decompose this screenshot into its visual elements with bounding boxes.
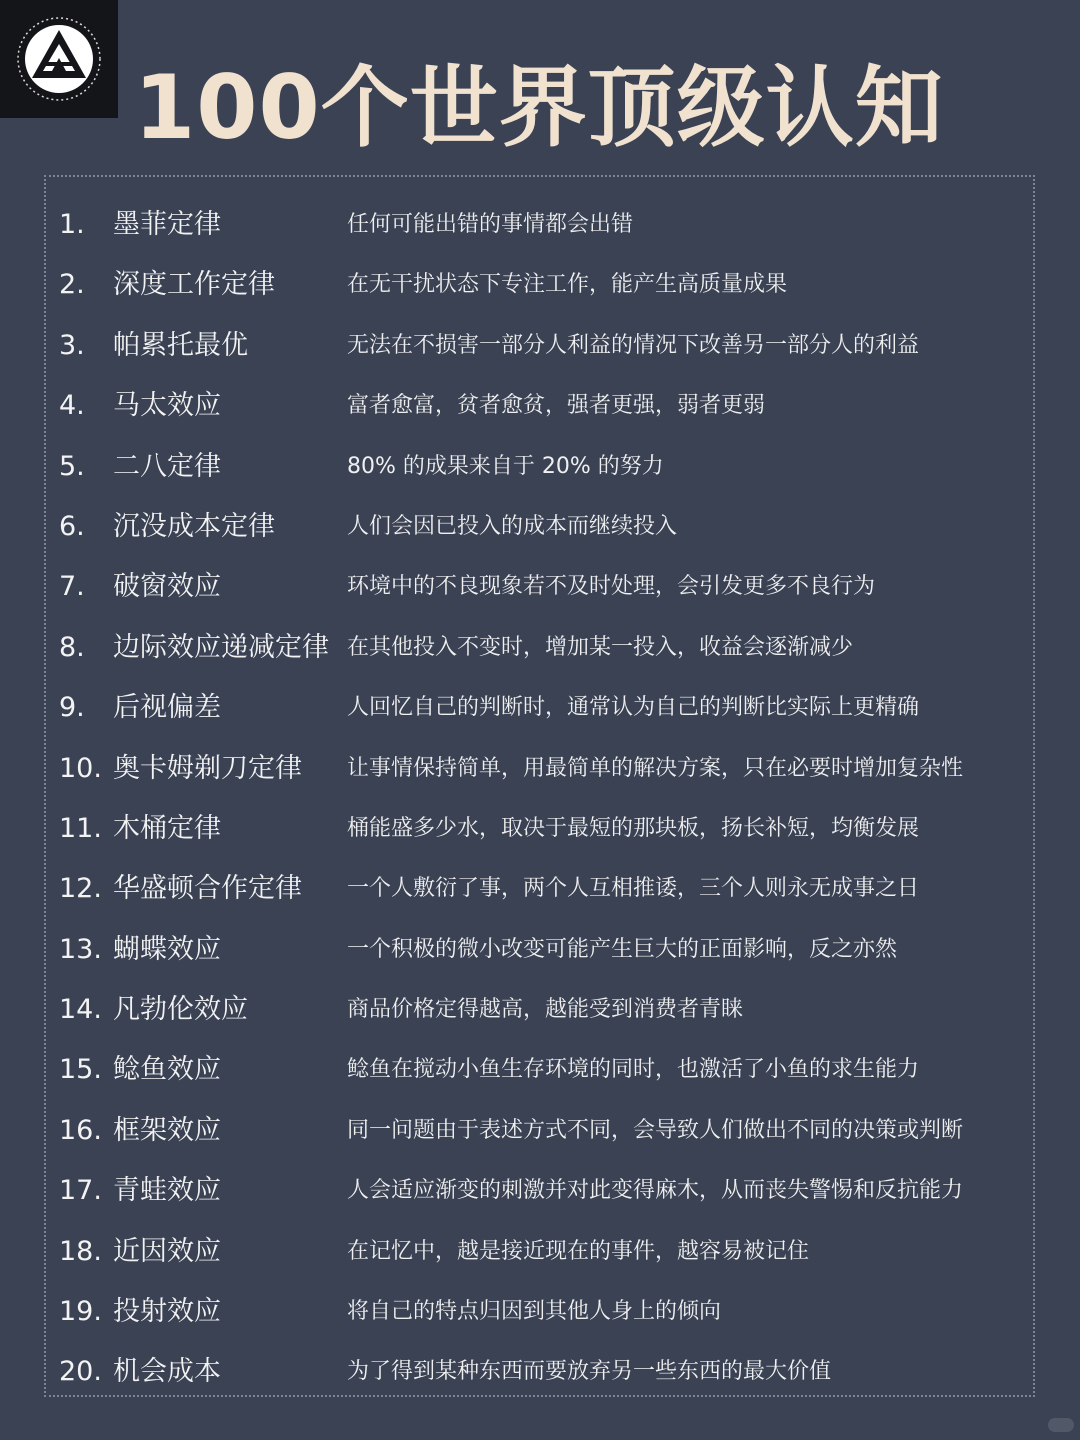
item-number: 10. [59,752,102,784]
item-number: 16. [59,1114,102,1146]
list-item [46,739,1033,799]
list-item [46,557,1033,617]
item-name: 沉没成本定律 [113,510,275,542]
triangle-logo-icon [0,0,118,118]
list-item [46,980,1033,1040]
item-name: 边际效应递减定律 [113,631,329,663]
item-description: 人会适应渐变的刺激并对此变得麻木，从而丧失警惕和反抗能力 [347,1178,964,1204]
item-description: 商品价格定得越高，越能受到消费者青睐 [347,997,744,1023]
item-description: 人回忆自己的判断时，通常认为自己的判断比实际上更精确 [347,695,920,721]
list-item [46,316,1033,376]
item-number: 1. [59,209,85,240]
item-number: 4. [59,390,85,422]
item-name: 后视偏差 [113,692,221,724]
item-number: 15. [59,1054,102,1086]
item-description: 同一问题由于表述方式不同，会导致人们做出不同的决策或判断 [347,1117,964,1143]
item-description: 将自己的特点归因到其他人身上的倾向 [347,1299,722,1325]
item-name: 深度工作定律 [113,269,275,301]
item-number: 5. [59,450,85,482]
list-item [46,859,1033,919]
item-description: 桶能盛多少水，取决于最短的那块板，扬长补短，均衡发展 [347,815,920,841]
item-name: 华盛顿合作定律 [113,873,302,905]
item-description: 无法在不损害一部分人利益的情况下改善另一部分人的利益 [347,332,920,358]
item-name: 木桶定律 [113,812,221,844]
item-name: 蝴蝶效应 [113,933,221,965]
item-name: 鲶鱼效应 [113,1054,221,1086]
item-name: 奥卡姆剃刀定律 [113,752,302,784]
item-description: 鲶鱼在搅动小鱼生存环境的同时，也激活了小鱼的求生能力 [347,1057,920,1083]
item-description: 一个积极的微小改变可能产生巨大的正面影响，反之亦然 [347,936,898,962]
list-item [46,920,1033,980]
item-number: 3. [59,329,85,361]
item-description: 环境中的不良现象若不及时处理，会引发更多不良行为 [347,574,876,600]
item-number: 7. [59,571,85,603]
item-name: 青蛙效应 [113,1175,221,1207]
item-description: 在记忆中，越是接近现在的事件，越容易被记住 [347,1238,810,1264]
item-description: 在无干扰状态下专注工作，能产生高质量成果 [347,272,788,298]
item-number: 13. [59,933,102,965]
content-panel [44,175,1035,1397]
item-number: 17. [59,1175,102,1207]
item-description: 任何可能出错的事情都会出错 [347,212,634,237]
item-number: 20. [59,1356,102,1388]
item-number: 2. [59,269,85,301]
item-name: 帕累托最优 [113,329,248,361]
item-name: 二八定律 [113,450,221,482]
list-item [46,437,1033,497]
item-name: 凡勃伦效应 [113,994,248,1026]
item-description: 富者愈富，贫者愈贫，强者更强，弱者更弱 [347,393,766,419]
item-number: 8. [59,631,85,663]
watermark [1048,1418,1074,1432]
item-description: 80% 的成果来自于 20% 的努力 [347,453,664,479]
list-item [46,195,1033,255]
list-item [46,1282,1033,1342]
item-number: 6. [59,510,85,542]
list-item [46,618,1033,678]
item-description: 在其他投入不变时，增加某一投入，收益会逐渐减少 [347,634,854,660]
list-item [46,1101,1033,1161]
item-number: 14. [59,994,102,1026]
item-description: 让事情保持简单，用最简单的解决方案，只在必要时增加复杂性 [347,755,964,781]
item-number: 11. [59,812,102,844]
list-item [46,255,1033,315]
item-number: 19. [59,1296,102,1328]
list-item [46,1342,1033,1402]
list-item [46,1040,1033,1100]
list-item [46,376,1033,436]
item-description: 为了得到某种东西而要放弃另一些东西的最大价值 [347,1359,832,1385]
item-number: 9. [59,692,85,724]
list-item [46,678,1033,738]
item-name: 破窗效应 [113,571,221,603]
item-number: 18. [59,1235,102,1267]
brand-logo [0,0,118,118]
list-item [46,1161,1033,1221]
item-description: 一个人敷衍了事，两个人互相推诿，三个人则永无成事之日 [347,876,920,902]
item-description: 人们会因已投入的成本而继续投入 [347,513,678,539]
item-name: 机会成本 [113,1356,221,1388]
item-name: 近因效应 [113,1235,221,1267]
list-item [46,799,1033,859]
item-name: 投射效应 [113,1296,221,1328]
cognition-list [46,195,1033,1403]
item-name: 墨菲定律 [113,209,221,240]
item-name: 框架效应 [113,1114,221,1146]
page-title: 100个世界顶级认知 [134,56,944,159]
item-name: 马太效应 [113,390,221,422]
list-item [46,497,1033,557]
list-item [46,1222,1033,1282]
item-number: 12. [59,873,102,905]
